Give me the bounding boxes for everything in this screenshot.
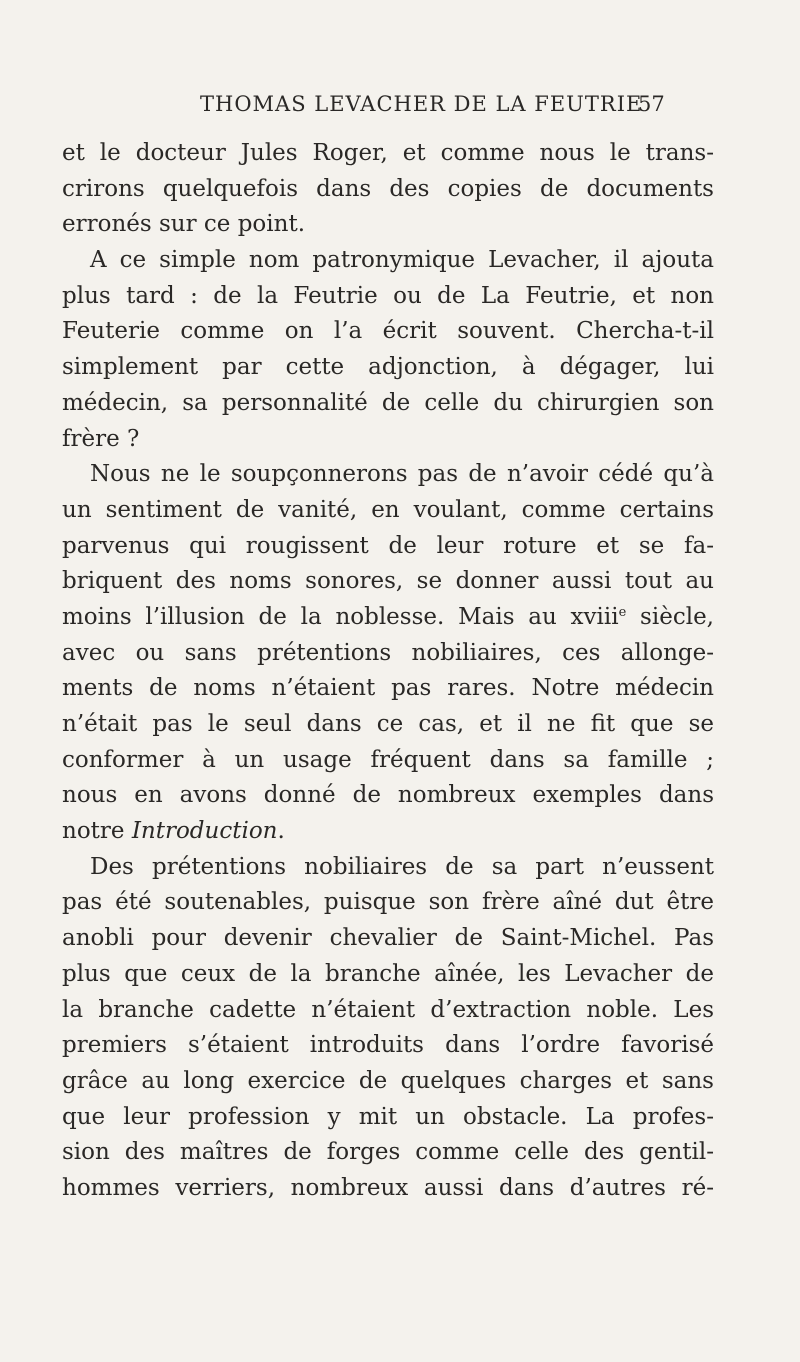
text-line: Feuterie comme on l’a écrit souvent. Chercha-t-il — [62, 318, 714, 345]
text-line-with-superscript — [62, 600, 714, 636]
text-line: A ce simple nom patronymique Levacher, il ajouta — [90, 247, 714, 274]
text-line: médecin, sa personnalité de celle du chirurgien son — [62, 389, 714, 416]
text-line: pas été soutenables, puisque son frère aîné dut être — [62, 889, 714, 916]
text-line: briquent des noms sonores, se donner aussi tout au — [62, 568, 714, 595]
body-text — [62, 136, 714, 1207]
text-line: premiers s’étaient introduits dans l’ordre favorisé — [62, 1032, 714, 1059]
text-segment: moins l’illusion de la noblesse. Mais au xviii — [62, 603, 619, 630]
superscript: e — [618, 604, 627, 620]
text-segment: siècle, — [626, 603, 714, 630]
text-line: et le docteur Jules Roger, et comme nous le trans- — [62, 140, 714, 166]
text-line: la branche cadette n’étaient d’extraction noble. Les — [62, 996, 714, 1023]
text-line: erronés sur ce point. — [62, 211, 306, 238]
text-line: un sentiment de vanité, en voulant, comme certains — [62, 496, 714, 523]
text-line: sion des maîtres de forges comme celle des gentil- — [62, 1139, 714, 1166]
running-head: THOMAS LEVACHER DE LA FEUTRIE — [200, 92, 643, 116]
text-line: que leur profession y mit un obstacle. La profes- — [62, 1103, 714, 1130]
text-line: nous en avons donné de nombreux exemples dans — [62, 782, 714, 809]
text-line: avec ou sans prétentions nobiliaires, ces allonge- — [62, 639, 714, 666]
text-segment: . — [277, 818, 285, 845]
text-line: Des prétentions nobiliaires de sa part n’eussent — [90, 853, 714, 880]
text-line: frère ? — [62, 425, 140, 452]
page-number: 57 — [638, 92, 665, 116]
text-line: anobli pour devenir chevalier de Saint-Michel. Pas — [62, 925, 714, 952]
text-line: simplement par cette adjonction, à dégager, lui — [62, 354, 714, 381]
italic-title: Introduction — [131, 818, 278, 845]
text-line: Nous ne le soupçonnerons pas de n’avoir cédé qu’à — [90, 461, 714, 488]
text-line: crirons quelquefois dans des copies de documents — [62, 175, 714, 202]
text-segment: notre — [62, 818, 132, 845]
text-line: plus que ceux de la branche aînée, les Levacher de — [62, 960, 714, 987]
text-line-with-italic — [62, 814, 714, 850]
text-line: conformer à un usage fréquent dans sa famille ; — [62, 746, 714, 773]
text-line: n’était pas le seul dans ce cas, et il ne fit que se — [62, 711, 714, 737]
text-line: ments de noms n’étaient pas rares. Notre médecin — [62, 675, 714, 702]
text-line: plus tard : de la Feutrie ou de La Feutrie, et non — [62, 282, 714, 309]
text-line: grâce au long exercice de quelques charges et sans — [62, 1067, 714, 1094]
text-line: hommes verriers, nombreux aussi dans d’autres ré- — [62, 1174, 714, 1201]
text-line: parvenus qui rougissent de leur roture et se fa- — [62, 532, 714, 559]
